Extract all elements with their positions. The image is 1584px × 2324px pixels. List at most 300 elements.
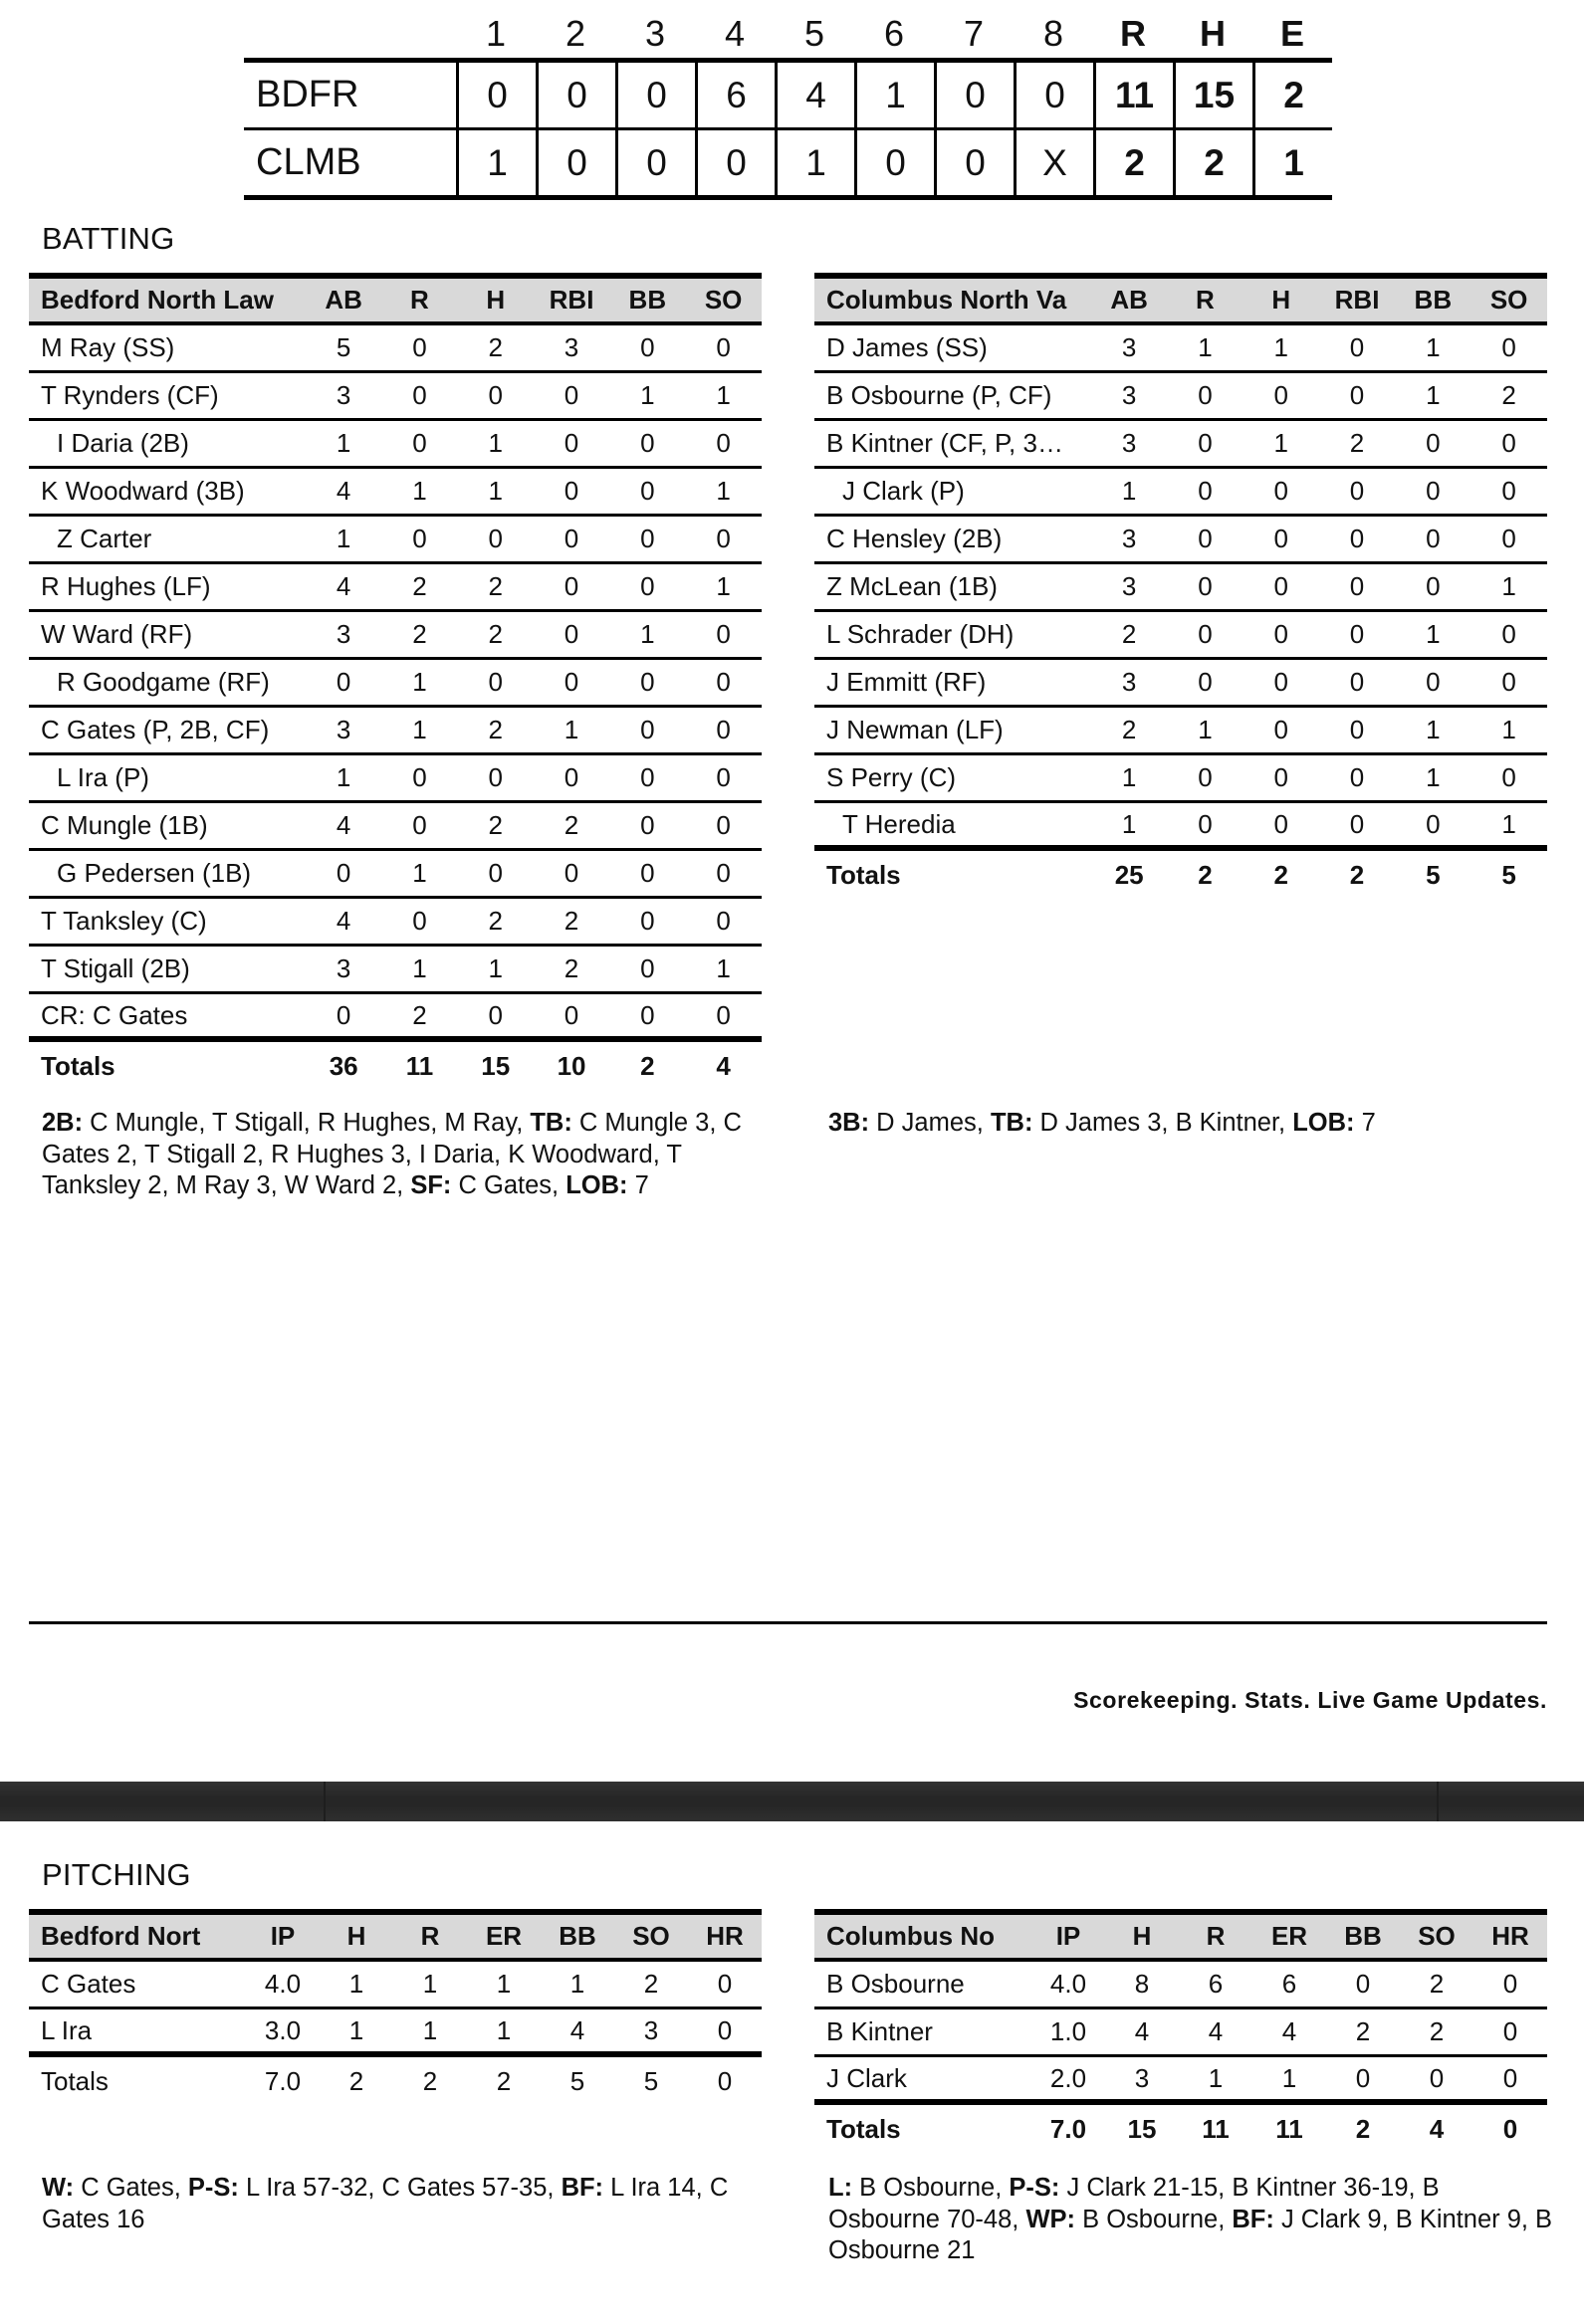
inning-score: 1 (456, 130, 536, 195)
stat-value: 0 (1349, 476, 1365, 506)
stat-value: 2 (564, 906, 579, 936)
total-value: 2 (1349, 859, 1365, 890)
runs-header: R (1120, 13, 1146, 54)
note-text: C Mungle, T Stigall, R Hughes, M Ray, (83, 1109, 531, 1137)
hits-total: 2 (1173, 130, 1252, 195)
stat-value: 0 (640, 667, 655, 697)
inning-score: 0 (456, 63, 536, 127)
player-name: C Gates (41, 1969, 136, 1999)
stat-value: 1 (412, 715, 427, 744)
player-row (814, 421, 1547, 469)
total-value: 5 (1501, 859, 1516, 890)
total-value: 0 (717, 2065, 733, 2096)
player-name: R Hughes (LF) (41, 571, 211, 601)
inning-score: 1 (775, 130, 854, 195)
totals-row (814, 2105, 1547, 2153)
batting-section-title: BATTING (42, 221, 175, 256)
player-name: C Gates (P, 2B, CF) (41, 715, 270, 744)
stat-value: 3 (1121, 332, 1137, 362)
stat-value: 0 (1349, 571, 1365, 601)
linescore-row (244, 127, 1332, 195)
stat-value: 0 (716, 332, 731, 362)
inning-score: 0 (1014, 63, 1093, 127)
stat-value: 0 (1349, 762, 1365, 792)
stat-value: 0 (564, 667, 579, 697)
stat-value: 1 (716, 953, 731, 983)
note-text: C Gates, (451, 1171, 566, 1199)
inning-header: 5 (803, 13, 825, 54)
errors-total: 1 (1252, 130, 1332, 195)
stat-value: 2 (488, 571, 503, 601)
stat-value: 0 (640, 428, 655, 458)
total-value: 2 (422, 2065, 438, 2096)
stat-value: 0 (1273, 667, 1288, 697)
stat-value: 0 (412, 906, 427, 936)
stat-value: 0 (640, 858, 655, 888)
note-label: WP: (1025, 2205, 1076, 2233)
home-batting-notes (42, 1108, 769, 1202)
column-header: ER (485, 1921, 523, 1951)
stat-value: 3 (1121, 380, 1137, 410)
stat-value: 1 (1426, 715, 1441, 744)
column-header: BB (628, 285, 667, 315)
column-header: ER (1270, 1921, 1308, 1951)
stat-value: 0 (412, 810, 427, 840)
stat-value: 1.0 (1049, 2016, 1087, 2046)
column-header: R (420, 1921, 440, 1951)
stat-value: 0 (412, 380, 427, 410)
note-text: D James 3, B Kintner, (1032, 1109, 1293, 1137)
stat-value: 1 (640, 380, 655, 410)
stat-value: 1 (1273, 428, 1288, 458)
stat-value: 2 (1121, 715, 1137, 744)
stat-value: 0 (717, 1969, 733, 1999)
stat-value: 0 (564, 762, 579, 792)
player-row (29, 947, 762, 994)
column-header: SO (632, 1921, 670, 1951)
stat-value: 0 (1501, 476, 1516, 506)
stat-value: 0 (1273, 808, 1288, 839)
inning-score: 0 (615, 130, 695, 195)
section-divider (29, 1621, 1547, 1624)
stat-value: 5 (336, 332, 351, 362)
stat-value: 0 (1501, 762, 1516, 792)
note-label: W: (42, 2174, 75, 2202)
note-label: BF: (1232, 2205, 1274, 2233)
stat-value: 1 (1198, 332, 1213, 362)
note-text: L Ira 57-32, C Gates 57-35, (238, 2174, 562, 2202)
player-row (29, 373, 762, 421)
inning-score: 6 (695, 63, 775, 127)
inning-score: 1 (854, 63, 934, 127)
player-row (814, 2057, 1547, 2105)
player-row (29, 325, 762, 373)
player-name: W Ward (RF) (41, 619, 193, 649)
column-header: BB (559, 1921, 596, 1951)
team-name-header: Bedford North Law (41, 285, 274, 315)
stat-value: 2.0 (1049, 2062, 1087, 2093)
stat-value: 0 (1355, 2062, 1371, 2093)
total-value: 11 (1275, 2113, 1303, 2144)
note-text: C Mungle 3, C Gates 2, T Stigall 2, R Hughes 3, I Daria, K Woodward, T Tanksley 2, M Ray 3, W Ward 2, (42, 1109, 742, 1199)
stat-value: 3.0 (264, 2014, 302, 2045)
player-name: Z Carter (57, 524, 152, 553)
stat-value: 0 (1198, 380, 1213, 410)
stat-value: 1 (569, 1969, 585, 1999)
total-value: 7.0 (264, 2065, 302, 2096)
stat-value: 0 (1198, 619, 1213, 649)
total-value: 0 (1502, 2113, 1518, 2144)
stat-value: 0 (716, 428, 731, 458)
player-name: G Pedersen (1B) (57, 858, 252, 888)
stat-value: 0 (1349, 715, 1365, 744)
stat-value: 0 (1502, 1969, 1518, 1999)
team-name-header: Columbus North Va (826, 285, 1067, 315)
stat-value: 8 (1134, 1969, 1150, 1999)
team-name-header: Columbus No (826, 1921, 995, 1951)
column-header: H (346, 1921, 366, 1951)
stat-value: 0 (1429, 2062, 1445, 2093)
stat-value: 0 (488, 524, 503, 553)
stat-value: 2 (412, 999, 427, 1030)
column-header: AB (1110, 285, 1148, 315)
stat-value: 0 (1273, 715, 1288, 744)
stat-value: 0 (716, 810, 731, 840)
stat-value: 0 (640, 953, 655, 983)
linescore (244, 0, 1332, 200)
total-value: 2 (1273, 859, 1288, 890)
stat-value: 0 (412, 762, 427, 792)
table-header-row (814, 1915, 1547, 1962)
totals-label: Totals (826, 2113, 901, 2144)
total-value: 36 (329, 1050, 358, 1081)
stat-value: 1 (1426, 619, 1441, 649)
stat-value: 0 (564, 858, 579, 888)
pitching-section-title: PITCHING (42, 1857, 191, 1892)
player-row (814, 469, 1547, 517)
total-value: 15 (1127, 2113, 1157, 2144)
stat-value: 3 (1121, 571, 1137, 601)
stat-value: 0 (488, 667, 503, 697)
stat-value: 4 (1281, 2016, 1297, 2046)
hits-header: H (1200, 13, 1226, 54)
note-text: L Ira 14, C Gates 16 (42, 2174, 729, 2233)
stat-value: 1 (422, 2014, 438, 2045)
home-pitching-notes (42, 2173, 769, 2235)
inning-header: 3 (644, 13, 666, 54)
column-header: HR (1491, 1921, 1529, 1951)
total-value: 2 (640, 1050, 655, 1081)
player-name: C Mungle (1B) (41, 810, 208, 840)
home-batting-table (29, 273, 762, 1090)
stat-value: 1 (640, 619, 655, 649)
player-row (814, 373, 1547, 421)
stat-value: 4 (336, 906, 351, 936)
stat-value: 0 (716, 524, 731, 553)
total-value: 4 (1429, 2113, 1445, 2144)
stat-value: 2 (412, 571, 427, 601)
player-name: J Newman (LF) (826, 715, 1004, 744)
inning-header: 6 (883, 13, 905, 54)
player-row (29, 994, 762, 1042)
player-row (29, 564, 762, 612)
stat-value: 0 (564, 428, 579, 458)
stat-value: 0 (488, 999, 503, 1030)
player-row (29, 755, 762, 803)
stat-value: 0 (488, 858, 503, 888)
note-label: TB: (990, 1109, 1033, 1137)
player-name: Z McLean (1B) (826, 571, 998, 601)
stat-value: 1 (716, 476, 731, 506)
away-pitching-table (814, 1909, 1547, 2153)
player-row (29, 708, 762, 755)
column-header: H (1271, 285, 1291, 315)
stat-value: 1 (1198, 715, 1213, 744)
stat-value: 0 (336, 858, 351, 888)
stat-value: 4 (336, 571, 351, 601)
stat-value: 2 (1349, 428, 1365, 458)
stat-value: 0 (1349, 808, 1365, 839)
stat-value: 2 (488, 619, 503, 649)
player-row (29, 1962, 762, 2009)
stat-value: 0 (1501, 619, 1516, 649)
player-name: L Schrader (DH) (826, 619, 1015, 649)
note-text: J Clark 9, B Kintner 9, B Osbourne 21 (828, 2205, 1553, 2264)
stat-value: 0 (1426, 524, 1441, 553)
stat-value: 0 (412, 524, 427, 553)
stat-value: 0 (564, 524, 579, 553)
inning-header: 7 (963, 13, 985, 54)
home-pitching-table (29, 1909, 762, 2105)
stat-value: 6 (1208, 1969, 1224, 1999)
stat-value: 2 (1501, 380, 1516, 410)
errors-header: E (1279, 13, 1304, 54)
player-row (814, 1962, 1547, 2009)
inning-header: 4 (724, 13, 746, 54)
stat-value: 0 (564, 476, 579, 506)
stat-value: 0 (336, 999, 351, 1030)
stat-value: 0 (716, 667, 731, 697)
stat-value: 0 (1426, 428, 1441, 458)
stat-value: 1 (336, 428, 351, 458)
stat-value: 0 (717, 2014, 733, 2045)
stat-value: 0 (640, 715, 655, 744)
inning-score: 0 (536, 130, 615, 195)
total-value: 11 (1202, 2113, 1230, 2144)
stat-value: 1 (488, 953, 503, 983)
stat-value: 0 (1502, 2062, 1518, 2093)
player-name: L Ira (P) (57, 762, 149, 792)
stat-value: 2 (1429, 2016, 1445, 2046)
column-header: SO (1418, 1921, 1456, 1951)
stat-value: 0 (716, 619, 731, 649)
totals-row (814, 851, 1547, 899)
stat-value: 0 (564, 619, 579, 649)
stat-value: 1 (488, 476, 503, 506)
inning-score: 0 (854, 130, 934, 195)
stat-value: 1 (1281, 2062, 1297, 2093)
stat-value: 0 (640, 999, 655, 1030)
stat-value: 0 (1273, 571, 1288, 601)
player-row (29, 803, 762, 851)
note-label: BF: (561, 2174, 604, 2202)
hits-total: 15 (1173, 63, 1252, 127)
stat-value: 1 (1501, 715, 1516, 744)
away-pitching-notes (828, 2173, 1555, 2267)
player-name: M Ray (SS) (41, 332, 175, 362)
inning-header: 8 (1042, 13, 1064, 54)
player-row (814, 803, 1547, 851)
stat-value: 0 (1198, 808, 1213, 839)
player-name: C Hensley (2B) (826, 524, 1003, 553)
player-name: B Kintner (CF, P, 3… (826, 428, 1063, 458)
stat-value: 0 (1273, 524, 1288, 553)
player-row (814, 755, 1547, 803)
player-row (814, 708, 1547, 755)
note-label: LOB: (566, 1171, 628, 1199)
player-row (29, 469, 762, 517)
note-label: P-S: (1009, 2174, 1060, 2202)
player-row (814, 612, 1547, 660)
stat-value: 0 (1198, 476, 1213, 506)
note-label: SF: (410, 1171, 452, 1199)
total-value: 11 (405, 1050, 434, 1081)
away-batting-table (814, 273, 1547, 899)
player-row (29, 612, 762, 660)
stat-value: 3 (1121, 428, 1137, 458)
stat-value: 3 (643, 2014, 659, 2045)
stat-value: 0 (640, 524, 655, 553)
stat-value: 1 (1501, 571, 1516, 601)
errors-total: 2 (1252, 63, 1332, 127)
stat-value: 0 (640, 906, 655, 936)
column-header: HR (706, 1921, 744, 1951)
stat-value: 0 (564, 571, 579, 601)
total-value: 2 (348, 2065, 364, 2096)
note-text: D James, (869, 1109, 991, 1137)
total-value: 5 (569, 2065, 585, 2096)
player-row (814, 517, 1547, 564)
note-label: 2B: (42, 1109, 84, 1137)
stat-value: 0 (488, 380, 503, 410)
stat-value: 0 (716, 715, 731, 744)
stat-value: 0 (640, 571, 655, 601)
player-name: T Tanksley (C) (41, 906, 207, 936)
totals-row (29, 2057, 762, 2105)
inning-score: 0 (615, 63, 695, 127)
stat-value: 0 (1501, 667, 1516, 697)
team-abbr: CLMB (256, 141, 361, 183)
stat-value: 3 (564, 332, 579, 362)
table-header-row (814, 279, 1547, 325)
stat-value: 4 (336, 476, 351, 506)
stat-value: 1 (1426, 762, 1441, 792)
column-header: R (410, 285, 429, 315)
note-text: 7 (1354, 1109, 1376, 1137)
note-label: TB: (530, 1109, 572, 1137)
stat-value: 0 (1198, 762, 1213, 792)
linescore-header (244, 0, 1332, 58)
stat-value: 1 (488, 428, 503, 458)
stat-value: 0 (640, 810, 655, 840)
dark-separator-bar (0, 1782, 1584, 1821)
stat-value: 3 (336, 715, 351, 744)
column-header: H (1132, 1921, 1152, 1951)
note-text: J Clark 21-15, B Kintner 36-19, B Osbourne 70-48, (828, 2174, 1440, 2233)
stat-value: 0 (1349, 332, 1365, 362)
stat-value: 1 (564, 715, 579, 744)
column-header: BB (1414, 285, 1453, 315)
stat-value: 2 (488, 715, 503, 744)
player-row (814, 2009, 1547, 2057)
stat-value: 0 (1349, 380, 1365, 410)
stat-value: 0 (1198, 524, 1213, 553)
inning-score: 0 (934, 130, 1014, 195)
stat-value: 3 (336, 953, 351, 983)
stat-value: 1 (336, 762, 351, 792)
stat-value: 1 (1273, 332, 1288, 362)
player-name: B Kintner (826, 2016, 933, 2046)
stat-value: 2 (1355, 2016, 1371, 2046)
total-value: 5 (643, 2065, 659, 2096)
stat-value: 2 (488, 332, 503, 362)
stat-value: 1 (412, 667, 427, 697)
stat-value: 0 (1273, 380, 1288, 410)
stat-value: 0 (564, 380, 579, 410)
player-name: J Emmitt (RF) (826, 667, 987, 697)
column-header: IP (270, 1921, 296, 1951)
stat-value: 3 (1134, 2062, 1150, 2093)
player-name: CR: C Gates (41, 999, 188, 1030)
stat-value: 0 (1198, 428, 1213, 458)
total-value: 10 (557, 1050, 586, 1081)
player-name: T Stigall (2B) (41, 953, 190, 983)
column-header: BB (1344, 1921, 1382, 1951)
stat-value: 2 (643, 1969, 659, 1999)
stat-value: 3 (1121, 524, 1137, 553)
stat-value: 4.0 (1049, 1969, 1087, 1999)
note-label: L: (828, 2174, 853, 2202)
stat-value: 0 (564, 999, 579, 1030)
stat-value: 0 (1273, 762, 1288, 792)
inning-score: 0 (934, 63, 1014, 127)
stat-value: 0 (336, 667, 351, 697)
note-text: 7 (627, 1171, 649, 1199)
total-value: 2 (496, 2065, 512, 2096)
stat-value: 2 (1121, 619, 1137, 649)
stat-value: 2 (412, 619, 427, 649)
player-name: R Goodgame (RF) (57, 667, 270, 697)
player-name: T Rynders (CF) (41, 380, 219, 410)
note-text: B Osbourne, (1075, 2205, 1233, 2233)
stat-value: 0 (1502, 2016, 1518, 2046)
stat-value: 1 (1208, 2062, 1224, 2093)
stat-value: 2 (564, 810, 579, 840)
stat-value: 0 (1349, 524, 1365, 553)
totals-label: Totals (41, 2065, 109, 2096)
stat-value: 0 (640, 332, 655, 362)
stat-value: 0 (1273, 619, 1288, 649)
stat-value: 1 (1121, 762, 1137, 792)
away-batting-notes (828, 1108, 1555, 1140)
player-name: J Clark (826, 2062, 907, 2093)
stat-value: 1 (422, 1969, 438, 1999)
stat-value: 4 (569, 2014, 585, 2045)
stat-value: 1 (348, 2014, 364, 2045)
player-row (29, 851, 762, 899)
player-name: S Perry (C) (826, 762, 956, 792)
stat-value: 1 (1501, 808, 1516, 839)
